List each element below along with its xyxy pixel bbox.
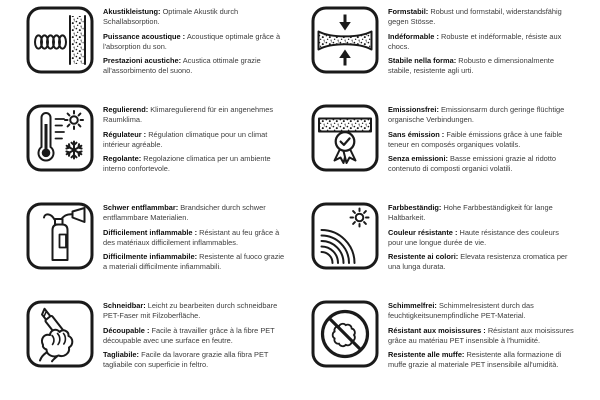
no-mold-icon — [311, 300, 379, 368]
description-it: Difficilmente infiammabile: Resistente al fuoco grazie a materiali difficilmente infiammabili. — [103, 252, 285, 272]
fire-extinguisher-icon — [26, 202, 94, 270]
description-de: Farbbeständig: Hohe Farbbeständigkeit für lange Haltbarkeit. — [388, 203, 553, 223]
description-it: Stabile nella forma: Robusto e dimensionalmente stabile, resistente agli urti. — [388, 56, 554, 76]
feature-descriptions — [388, 202, 575, 300]
description-de: Formstabil: Robust und formstabil, widerstandsfähig gegen Stösse. — [388, 7, 562, 27]
description-fr: Puissance acoustique : Acoustique optimale grâce à l'absorption du son. — [103, 31, 281, 51]
certified-panel-seal-icon — [311, 104, 379, 172]
feature-cuttable — [0, 300, 300, 398]
feature-form-stability — [300, 6, 600, 104]
description-de: Emissionsfrei: Emissionsarm durch geringe flüchtige organische Verbindungen. — [388, 105, 565, 125]
thermometer-sun-snowflake-icon — [26, 104, 94, 172]
description-fr: Découpable : Facile à travailler grâce à la fibre PET découpable avec une surface en feutre. — [103, 325, 275, 345]
feature-descriptions — [103, 300, 290, 398]
description-fr: Régulateur : Régulation climatique pour un climat intérieur agréable. — [103, 129, 268, 149]
description-de: Schimmelfrei: Schimmelresistent durch das feuchtigkeitsunempfindliche PET-Material. — [388, 301, 534, 321]
description-fr: Sans émission : Faible émissions grâce à une faible teneur en composés organiques volatils. — [388, 129, 563, 149]
feature-descriptions — [388, 104, 575, 202]
feature-mold-resistant — [300, 300, 600, 398]
description-fr: Résistant aux moisissures : Résistant aux moisissures grâce au matériau PET insensible à l'humidité. — [388, 325, 574, 345]
description-it: Prestazioni acustiche: Acustica ottimale grazie all'assorbimento del suono. — [103, 56, 261, 76]
rainbow-sun-icon — [311, 202, 379, 270]
description-it: Resistente ai colori: Elevata resistenza cromatica per una lunga durata. — [388, 252, 568, 272]
feature-descriptions — [103, 104, 290, 202]
feature-descriptions — [103, 6, 290, 104]
feature-climate-regulating — [0, 104, 300, 202]
feature-emission-free — [300, 104, 600, 202]
description-it: Senza emissioni: Basse emissioni grazie al ridotto contenuto di composti organici volatili. — [388, 154, 557, 174]
feature-descriptions — [388, 300, 575, 398]
feature-acoustic — [0, 6, 300, 104]
description-it: Tagliabile: Facile da lavorare grazie alla fibra PET tagliabile con superficie in feltro. — [103, 350, 269, 370]
feature-descriptions — [103, 202, 290, 300]
feature-flame-retardant — [0, 202, 300, 300]
description-fr: Indéformable : Robuste et indéformable, résiste aux chocs. — [388, 31, 562, 51]
description-it: Regolante: Regolazione climatica per un ambiente interno confortevole. — [103, 154, 271, 174]
hand-cutter-icon — [26, 300, 94, 368]
description-de: Schneidbar: Leicht zu bearbeiten durch schneidbare PET-Faser mit Filzoberfläche. — [103, 301, 278, 321]
description-fr: Couleur résistante : Haute résistance des couleurs pour une longue durée de vie. — [388, 227, 559, 247]
compression-arrows-icon — [311, 6, 379, 74]
description-de: Akustikleistung: Optimale Akustik durch Schallabsorption. — [103, 7, 239, 27]
feature-descriptions — [388, 6, 575, 104]
description-fr: Difficilement inflammable : Résistant au feu grâce à des matériaux difficilement inflammables. — [103, 227, 280, 247]
sound-absorption-icon — [26, 6, 94, 74]
description-it: Resistente alle muffe: Resistente alla formazione di muffe grazie al materiale PET insensibile all'umidità. — [388, 350, 562, 370]
description-de: Regulierend: Klimaregulierend für ein angenehmes Raumklima. — [103, 105, 274, 125]
description-de: Schwer entflammbar: Brandsicher durch schwer entflammbare Materialien. — [103, 203, 266, 223]
feature-colorfast — [300, 202, 600, 300]
